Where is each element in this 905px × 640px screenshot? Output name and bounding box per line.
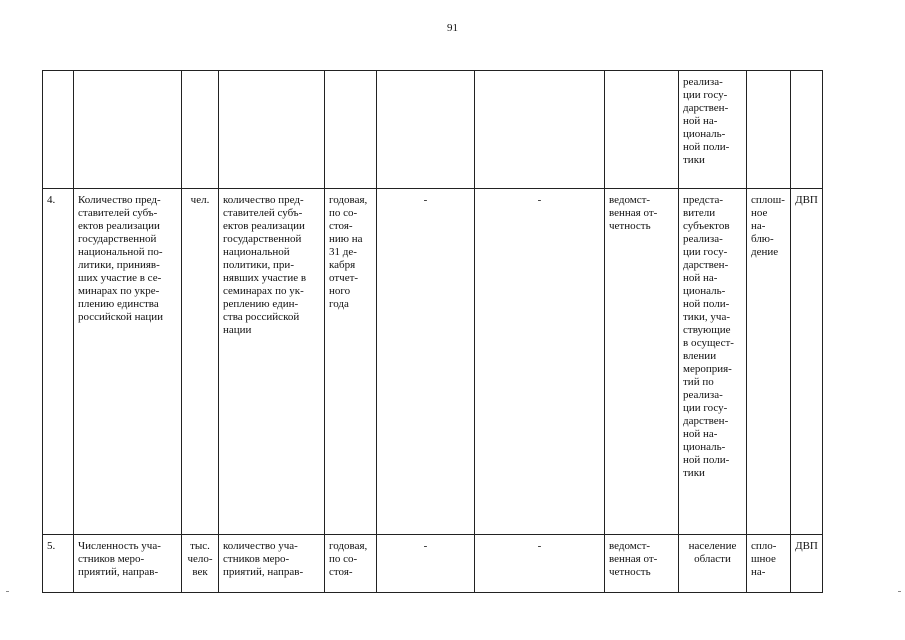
cell-unit: тыс. чело- век: [182, 535, 219, 593]
cell-definition: количество уча- стников меро- приятий, направ-: [219, 535, 325, 593]
cell-col7: -: [475, 535, 605, 593]
cell-source: ведомст- венная от- четность: [605, 189, 679, 535]
cell-unit: чел.: [182, 189, 219, 535]
cell-col6: -: [377, 535, 475, 593]
cell-method: [747, 71, 791, 189]
cell-unit: [182, 71, 219, 189]
cell-definition: количество пред- ставителей субъ- ектов реализации государственной национальной политики, при- нявших участие в семинарах по ук- реплению един- ства российской нации: [219, 189, 325, 535]
cell-num: [43, 71, 74, 189]
cell-responsible: ДВП: [791, 189, 823, 535]
cell-object: предста- вители субъектов реализа- ции госу- дарствен- ной на- циональ- ной поли- тики, уча- ствующие в осущест- влении мероприя- тий по реализа- ции госу- дарствен- ной на- циональ- ной поли- тики: [679, 189, 747, 535]
cell-definition: [219, 71, 325, 189]
cell-col7: [475, 71, 605, 189]
cell-name: [74, 71, 182, 189]
cell-object: реализа- ции госу- дарствен- ной на- циональ- ной поли- тики: [679, 71, 747, 189]
cell-object: население области: [679, 535, 747, 593]
cell-responsible: ДВП: [791, 535, 823, 593]
table-row: [43, 71, 823, 189]
scan-speck-right: [898, 591, 901, 592]
cell-period: годовая, по со- стоя-: [325, 535, 377, 593]
cell-name: Количество пред- ставителей субъ- ектов реализации государственной национальной по- литики, принияв- ших участие в се- минарах по укре- плению единства российской нации: [74, 189, 182, 535]
cell-num: 4.: [43, 189, 74, 535]
cell-name: Численность уча- стников меро- приятий, направ-: [74, 535, 182, 593]
cell-num: 5.: [43, 535, 74, 593]
table-row: [43, 535, 823, 593]
cell-col7: -: [475, 189, 605, 535]
cell-method: спло- шное на-: [747, 535, 791, 593]
cell-col6: [377, 71, 475, 189]
page-number: 91: [447, 22, 458, 34]
cell-col6: -: [377, 189, 475, 535]
cell-responsible: [791, 71, 823, 189]
cell-source: ведомст- венная от- четность: [605, 535, 679, 593]
cell-method: сплош- ное на- блю- дение: [747, 189, 791, 535]
cell-period: годовая, по со- стоя- нию на 31 де- кабря отчет- ного года: [325, 189, 377, 535]
scan-speck-left: [6, 591, 9, 592]
table-row: [43, 189, 823, 535]
indicator-table: [42, 70, 823, 593]
cell-source: [605, 71, 679, 189]
cell-period: [325, 71, 377, 189]
